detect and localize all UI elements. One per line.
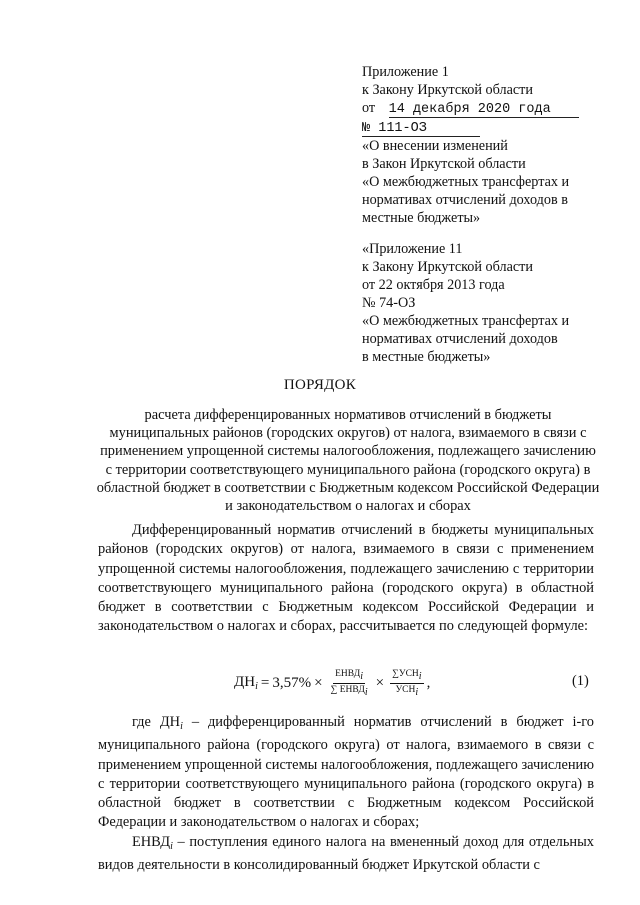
amend-line: «О межбюджетных трансфертах и [362,174,570,190]
prior-line: № 74-ОЗ [362,295,416,311]
date-value: 14 декабря 2020 года [389,102,579,118]
date-prefix: от [362,100,376,116]
prior-law-header [362,240,622,366]
document-title: ПОРЯДОК [283,377,357,393]
definition-dn: где $ДН_i$ – дифференцированный норматив отчислений в бюджет i-го муниципального района (городского округа) от налога, взимаемого в связи с применением упрощенной системы налогообложения, подлежащего зачислению с территории соответствующего муниципального района (городского округа) в областной бюджет в соответствии с Бюджетным кодексом Российской Федерации и законодательством о налогах и сборах; [98,714,595,831]
number-prefix: № [362,121,371,136]
formula-times: × [314,674,323,691]
formula-lhs: $ДН_i$ [234,674,258,692]
prior-line: к Закону Иркутской области [362,259,533,275]
formula-equals: = [260,674,270,691]
approval-line: Приложение 1 [362,64,449,80]
amend-line: нормативах отчислений доходов в [362,192,568,208]
formula-coef: 3,57% [272,674,312,691]
prior-line: нормативах отчислений доходов [362,331,558,347]
formula-tail: , [426,674,431,691]
approval-number [362,118,622,137]
prior-line: «Приложение 11 [362,241,463,257]
approval-line: к Закону Иркутской области [362,82,533,98]
formula-number: (1) [572,673,589,689]
definition-envd: $ЕНВД_i$ – поступления единого налога на вмененный доход для отдельных видов деятельности в консолидированный бюджет Иркутской области с [98,833,594,874]
formula [234,663,430,703]
document-subtitle: расчета дифференцированных нормативов отчислений в бюджеты муниципальных районов (городских округов) от налога, взимаемого в связи с применением упрощенной системы налогообложения, подлежащего зачислению с территории соответствующего муниципального района (городского округа) в областной бюджет в соответствии с Бюджетным кодексом Российской Федерации и законодательством о налогах и сборах [96,407,600,515]
formula-times: × [375,674,385,691]
prior-line: от 22 октября 2013 года [362,277,505,293]
number-value: 111-ОЗ [378,121,427,136]
approval-date [362,99,622,118]
amend-line: «О внесении изменений [362,138,508,154]
formula-fraction-1: $\frac{\text{ЕНВДi}}{\text{∑ ЕНВДi}}$ [330,668,368,698]
formula-fraction-2: $\frac{\text{∑УСНi}}{\text{УСНi}}$ [392,668,422,698]
prior-line: «О межбюджетных трансфертах и [362,313,570,329]
prior-line: в местные бюджеты» [362,349,491,365]
definitions [98,713,594,875]
intro-paragraph: Дифференцированный норматив отчислений в бюджеты муниципальных районов (городских округов) от налога, взимаемого в связи с применением упрощенной системы налогообложения, подлежащего зачислению с территории соответствующего муниципального района (городского округа) в областной бюджет в соответствии с Бюджетным кодексом Российской Федерации и законодательством о налогах и сборах, рассчитывается по следующей формуле: [98,522,594,635]
amend-line: в Закон Иркутской области [362,156,526,172]
approval-header [362,63,622,227]
amend-line: местные бюджеты» [362,210,481,226]
